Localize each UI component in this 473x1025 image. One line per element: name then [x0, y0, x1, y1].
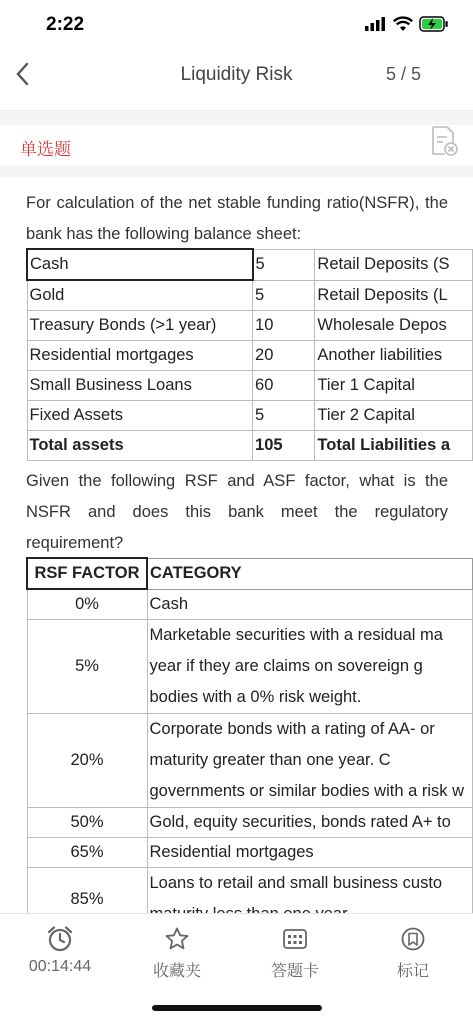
asset-cell: Treasury Bonds (>1 year) [27, 311, 253, 341]
answer-card-label: 答题卡 [270, 963, 319, 980]
amount-cell: 5 [253, 401, 315, 431]
mark-icon [400, 926, 426, 952]
table-row [27, 808, 473, 838]
rsf-factor-cell: 50% [27, 808, 147, 838]
asset-cell: Total assets [27, 431, 253, 461]
answer-card-icon [282, 927, 308, 951]
nav-header [0, 50, 473, 111]
category-cell: Loans to retail and small business custo [147, 868, 473, 931]
table-row [27, 371, 473, 401]
amount-cell: 105 [253, 431, 315, 461]
liability-cell: Tier 2 Capital [315, 401, 473, 431]
divider [0, 165, 473, 177]
rsf-factor-cell: 0% [27, 589, 147, 620]
amount-cell: 5 [253, 280, 315, 311]
table-row [27, 838, 473, 868]
asset-cell: Fixed Assets [27, 401, 253, 431]
question-type-row [0, 125, 473, 165]
timer-label: 00:14:44 [28, 958, 92, 975]
amount-cell: 60 [253, 371, 315, 401]
category-cell: Corporate bonds with a rating of AA- or maturity greater than one year. C governments or similar bodies with a risk w [147, 714, 473, 808]
favorite-button[interactable] [429, 125, 459, 162]
category-cell: Residential mortgages [147, 838, 473, 868]
table-row [27, 341, 473, 371]
rsf-factor-cell: 65% [27, 838, 147, 868]
divider [0, 111, 473, 125]
question-content[interactable] [0, 177, 473, 913]
answer-card-button[interactable] [240, 924, 350, 981]
liability-cell: Tier 1 Capital [315, 371, 473, 401]
question-prompt: Given the following RSF and ASF factor, what is the NSFR and does this bank meet the regulatory requirement? [26, 472, 448, 552]
liability-cell: Retail Deposits (S [315, 249, 473, 280]
asset-cell: Cash [27, 249, 253, 280]
table-row [27, 714, 473, 808]
rsf-factor-table [26, 557, 473, 931]
liability-cell: Another liabilities [315, 341, 473, 371]
liability-cell: Retail Deposits (L [315, 280, 473, 311]
amount-cell: 20 [253, 341, 315, 371]
wifi-icon [393, 17, 413, 32]
liability-cell: Total Liabilities a [315, 431, 473, 461]
star-icon [164, 926, 190, 952]
favorites-button[interactable] [122, 924, 232, 981]
asset-cell: Gold [27, 280, 253, 311]
table-row [27, 589, 473, 620]
question-type-label: 单选题 [20, 140, 71, 159]
amount-cell: 5 [253, 249, 315, 280]
page-title: Liquidity Risk [180, 64, 293, 85]
status-icons [365, 16, 449, 32]
category-cell: Cash [147, 589, 473, 620]
category-cell: Marketable securities with a residual ma year if they are claims on sovereign g bodies with a 0% risk weight. [147, 620, 473, 714]
balance-sheet-table [26, 248, 473, 461]
asset-cell: Small Business Loans [27, 371, 253, 401]
rsf-factor-cell: 85% [27, 868, 147, 931]
question-intro: For calculation of the net stable funding ratio(NSFR), the bank has the following balance sheet: [26, 194, 448, 243]
status-bar [0, 0, 473, 50]
status-time: 2:22 [46, 14, 85, 35]
signal-icon [365, 17, 387, 31]
rsf-factor-cell: 20% [27, 714, 147, 808]
favorites-label: 收藏夹 [152, 963, 201, 980]
rsf-factor-cell: 5% [27, 620, 147, 714]
timer-button[interactable] [5, 924, 115, 976]
table-row [27, 431, 473, 461]
table-header-row [27, 558, 473, 589]
rsf-factor-header: RSF FACTOR [27, 558, 147, 589]
home-indicator [152, 1005, 322, 1011]
favorite-document-icon [429, 125, 459, 157]
mark-label: 标记 [396, 963, 429, 980]
category-cell: Gold, equity securities, bonds rated A+ to [147, 808, 473, 838]
battery-charging-icon [419, 16, 449, 32]
table-row [27, 249, 473, 280]
category-header: CATEGORY [147, 558, 473, 589]
table-row [27, 280, 473, 311]
question-progress: 5 / 5 [385, 64, 421, 84]
liability-cell: Wholesale Depos [315, 311, 473, 341]
asset-cell: Residential mortgages [27, 341, 253, 371]
table-row [27, 620, 473, 714]
mark-button[interactable] [358, 924, 468, 981]
table-row [27, 311, 473, 341]
table-row [27, 401, 473, 431]
alarm-clock-icon [46, 925, 74, 953]
amount-cell: 10 [253, 311, 315, 341]
